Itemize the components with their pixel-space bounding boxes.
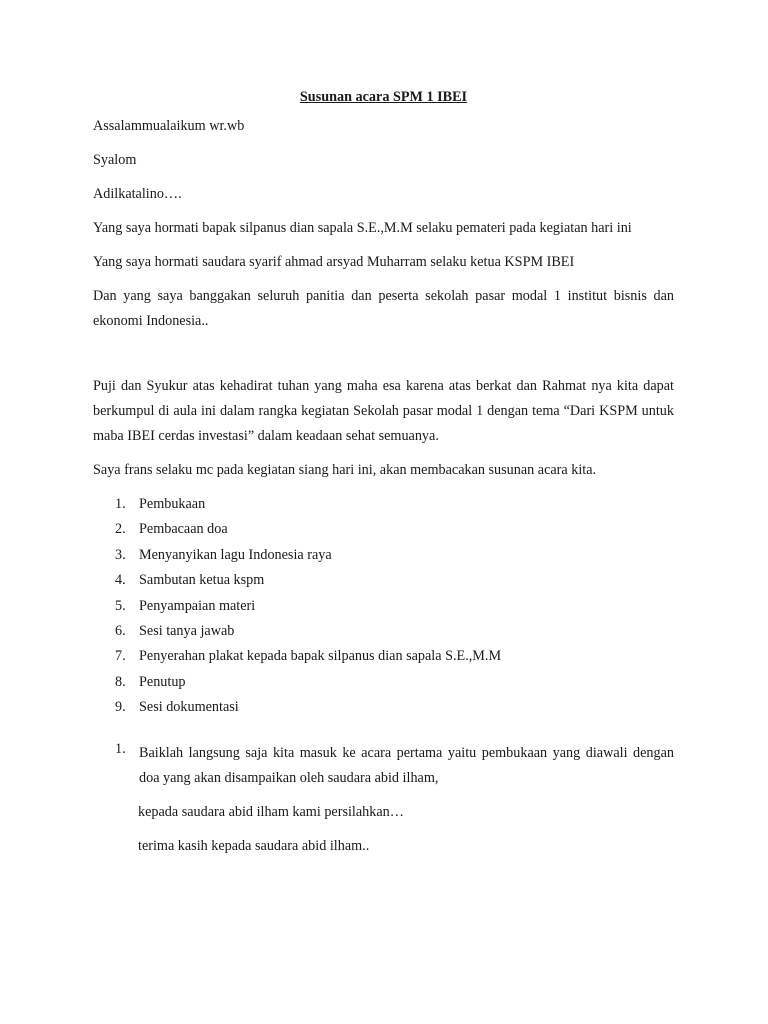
opening-paragraph: Puji dan Syukur atas kehadirat tuhan yang maha esa karena atas berkat dan Rahmat nya kita dapat berkumpul di aula ini dalam rangka kegiatan Sekolah pasar modal 1 dengan tema “Dari KSPM untuk maba IBEI cerdas investasi” dalam keadaan sehat semuanya. xyxy=(93,378,674,444)
list-item-number: 7. xyxy=(115,648,126,665)
respect-speaker: Yang saya hormati bapak silpanus dian sapala S.E.,M.M selaku pemateri pada kegiatan hari ini xyxy=(93,220,632,236)
list-item xyxy=(93,594,674,619)
list-item-number: 8. xyxy=(115,673,126,690)
steps-list xyxy=(93,741,674,791)
list-item-text: Penyampaian materi xyxy=(139,597,256,614)
list-item xyxy=(93,619,674,644)
agenda-list xyxy=(93,492,674,721)
list-item-number: 5. xyxy=(115,597,126,614)
list-item xyxy=(93,644,674,669)
list-item-number: 4. xyxy=(115,572,126,589)
step-followup-invite: kepada saudara abid ilham kami persilahkan… xyxy=(138,803,404,820)
list-item xyxy=(93,695,674,720)
greeting-adilkatalino: Adilkatalino…. xyxy=(93,186,182,202)
list-item-number: 1. xyxy=(115,496,126,512)
list-item-text: Menyanyikan lagu Indonesia raya xyxy=(139,546,332,563)
greeting-syalom: Syalom xyxy=(93,152,137,168)
list-item xyxy=(93,492,674,517)
step-number: 1. xyxy=(115,740,126,757)
list-item-text: Pembacaan doa xyxy=(139,521,228,538)
list-item-text: Penutup xyxy=(139,673,186,690)
step-text: Baiklah langsung saja kita masuk ke acara pertama yaitu pembukaan yang diawali dengan doa yang akan disampaikan oleh saudara abid ilham, xyxy=(139,744,674,786)
list-item-number: 2. xyxy=(115,521,126,538)
list-item xyxy=(93,517,674,542)
list-item-text: Sambutan ketua kspm xyxy=(139,572,265,589)
paragraph-gap xyxy=(93,343,674,374)
list-item xyxy=(93,543,674,568)
list-item-number: 9. xyxy=(115,699,126,716)
list-item-text: Sesi dokumentasi xyxy=(139,699,239,716)
list-item xyxy=(93,670,674,695)
list-item xyxy=(93,741,674,791)
document-page xyxy=(93,88,674,868)
list-item-text: Sesi tanya jawab xyxy=(139,623,235,640)
list-item-text: Pembukaan xyxy=(139,496,206,512)
document-title: Susunan acara SPM 1 IBEI xyxy=(299,89,468,105)
respect-chairman: Yang saya hormati saudara syarif ahmad arsyad Muharram selaku ketua KSPM IBEI xyxy=(93,254,575,270)
list-item-number: 3. xyxy=(115,546,126,563)
list-item-text: Penyerahan plakat kepada bapak silpanus dian sapala S.E.,M.M xyxy=(139,648,502,665)
greeting-salam: Assalammualaikum wr.wb xyxy=(93,118,245,134)
respect-committee: Dan yang saya banggakan seluruh panitia dan peserta sekolah pasar modal 1 institut bisnis dan ekonomi Indonesia.. xyxy=(93,288,674,329)
list-item xyxy=(93,568,674,593)
intro-paragraph: Saya frans selaku mc pada kegiatan siang hari ini, akan membacakan susunan acara kita. xyxy=(93,462,597,478)
list-item-number: 6. xyxy=(115,623,126,640)
step-followup-thanks: terima kasih kepada saudara abid ilham.. xyxy=(138,837,370,854)
